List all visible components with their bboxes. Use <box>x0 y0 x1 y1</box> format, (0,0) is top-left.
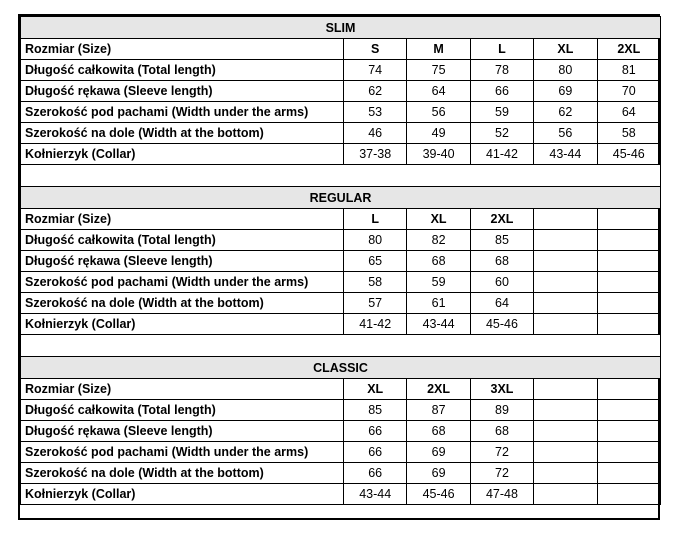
section-title: CLASSIC <box>21 357 661 379</box>
size-header-cell: 2XL <box>470 209 533 230</box>
measurement-value: 68 <box>470 421 533 442</box>
table-row <box>21 144 661 165</box>
size-header-cell: L <box>470 39 533 60</box>
section-title: SLIM <box>21 17 661 39</box>
measurement-value: 58 <box>344 272 407 293</box>
measurement-label: Kołnierzyk (Collar) <box>21 484 344 505</box>
measurement-value: 49 <box>407 123 470 144</box>
measurement-value: 64 <box>407 81 470 102</box>
measurement-value: 41-42 <box>470 144 533 165</box>
measurement-value <box>597 400 660 421</box>
measurement-value: 64 <box>470 293 533 314</box>
measurement-value: 52 <box>470 123 533 144</box>
measurement-value <box>534 230 597 251</box>
size-header-cell <box>534 209 597 230</box>
measurement-label: Szerokość na dole (Width at the bottom) <box>21 293 344 314</box>
measurement-value <box>597 251 660 272</box>
size-header-cell: 2XL <box>597 39 660 60</box>
measurement-value: 56 <box>534 123 597 144</box>
measurement-value: 41-42 <box>344 314 407 335</box>
measurement-value: 58 <box>597 123 660 144</box>
size-header-label: Rozmiar (Size) <box>21 209 344 230</box>
measurement-value: 39-40 <box>407 144 470 165</box>
measurement-value <box>534 400 597 421</box>
measurement-value: 47-48 <box>470 484 533 505</box>
measurement-value: 59 <box>407 272 470 293</box>
measurement-value <box>534 442 597 463</box>
measurement-value <box>534 314 597 335</box>
measurement-label: Kołnierzyk (Collar) <box>21 144 344 165</box>
measurement-value: 68 <box>470 251 533 272</box>
table-row <box>21 400 661 421</box>
measurement-label: Szerokość na dole (Width at the bottom) <box>21 463 344 484</box>
section-title-row <box>21 17 661 39</box>
measurement-value: 85 <box>470 230 533 251</box>
measurement-value: 69 <box>407 463 470 484</box>
size-header-label: Rozmiar (Size) <box>21 379 344 400</box>
measurement-value: 66 <box>344 442 407 463</box>
measurement-value: 89 <box>470 400 533 421</box>
measurement-value: 43-44 <box>534 144 597 165</box>
size-table <box>20 16 661 505</box>
table-row <box>21 272 661 293</box>
measurement-value: 66 <box>344 421 407 442</box>
divider-cell <box>21 335 661 357</box>
measurement-value: 65 <box>344 251 407 272</box>
measurement-value: 80 <box>344 230 407 251</box>
measurement-value <box>597 272 660 293</box>
measurement-value: 46 <box>344 123 407 144</box>
table-row <box>21 102 661 123</box>
size-header-cell: XL <box>534 39 597 60</box>
size-header-row <box>21 209 661 230</box>
measurement-value <box>534 421 597 442</box>
measurement-label: Długość całkowita (Total length) <box>21 400 344 421</box>
measurement-value: 43-44 <box>344 484 407 505</box>
size-header-cell: XL <box>344 379 407 400</box>
size-header-cell: XL <box>407 209 470 230</box>
measurement-value: 53 <box>344 102 407 123</box>
measurement-value <box>534 293 597 314</box>
table-row <box>21 293 661 314</box>
measurement-value: 69 <box>407 442 470 463</box>
size-header-cell: M <box>407 39 470 60</box>
measurement-value <box>597 484 660 505</box>
measurement-value: 45-46 <box>597 144 660 165</box>
measurement-value: 87 <box>407 400 470 421</box>
measurement-value <box>597 230 660 251</box>
measurement-value: 62 <box>534 102 597 123</box>
table-row <box>21 314 661 335</box>
size-header-row <box>21 39 661 60</box>
table-row <box>21 60 661 81</box>
measurement-value: 45-46 <box>470 314 533 335</box>
size-header-cell <box>534 379 597 400</box>
measurement-value <box>534 251 597 272</box>
section-divider <box>21 335 661 357</box>
measurement-value: 70 <box>597 81 660 102</box>
measurement-label: Długość całkowita (Total length) <box>21 230 344 251</box>
measurement-value: 80 <box>534 60 597 81</box>
measurement-value: 81 <box>597 60 660 81</box>
measurement-label: Szerokość na dole (Width at the bottom) <box>21 123 344 144</box>
measurement-value: 69 <box>534 81 597 102</box>
measurement-value: 72 <box>470 463 533 484</box>
measurement-value <box>597 463 660 484</box>
measurement-value: 43-44 <box>407 314 470 335</box>
measurement-value: 72 <box>470 442 533 463</box>
measurement-label: Długość rękawa (Sleeve length) <box>21 251 344 272</box>
table-row <box>21 421 661 442</box>
measurement-label: Długość całkowita (Total length) <box>21 60 344 81</box>
section-title: REGULAR <box>21 187 661 209</box>
table-row <box>21 123 661 144</box>
measurement-value <box>597 314 660 335</box>
table-row <box>21 484 661 505</box>
measurement-label: Szerokość pod pachami (Width under the arms) <box>21 272 344 293</box>
size-header-label: Rozmiar (Size) <box>21 39 344 60</box>
size-header-cell: 3XL <box>470 379 533 400</box>
measurement-label: Kołnierzyk (Collar) <box>21 314 344 335</box>
size-header-cell <box>597 209 660 230</box>
measurement-value: 82 <box>407 230 470 251</box>
section-title-row <box>21 187 661 209</box>
size-chart <box>18 14 660 520</box>
measurement-label: Długość rękawa (Sleeve length) <box>21 421 344 442</box>
measurement-value: 74 <box>344 60 407 81</box>
measurement-label: Szerokość pod pachami (Width under the arms) <box>21 102 344 123</box>
measurement-value: 62 <box>344 81 407 102</box>
measurement-value: 37-38 <box>344 144 407 165</box>
measurement-value: 60 <box>470 272 533 293</box>
measurement-value: 68 <box>407 421 470 442</box>
table-row <box>21 81 661 102</box>
size-header-cell: 2XL <box>407 379 470 400</box>
measurement-value <box>534 484 597 505</box>
size-header-row <box>21 379 661 400</box>
measurement-value <box>534 463 597 484</box>
measurement-value: 45-46 <box>407 484 470 505</box>
measurement-value <box>597 421 660 442</box>
measurement-value: 57 <box>344 293 407 314</box>
measurement-value <box>597 442 660 463</box>
table-row <box>21 230 661 251</box>
measurement-value: 66 <box>344 463 407 484</box>
measurement-value: 64 <box>597 102 660 123</box>
divider-cell <box>21 165 661 187</box>
measurement-value: 68 <box>407 251 470 272</box>
measurement-value: 66 <box>470 81 533 102</box>
section-divider <box>21 165 661 187</box>
measurement-label: Długość rękawa (Sleeve length) <box>21 81 344 102</box>
measurement-value: 75 <box>407 60 470 81</box>
table-row <box>21 251 661 272</box>
measurement-value <box>534 272 597 293</box>
table-row <box>21 442 661 463</box>
table-row <box>21 463 661 484</box>
measurement-value: 61 <box>407 293 470 314</box>
size-header-cell <box>597 379 660 400</box>
measurement-value: 78 <box>470 60 533 81</box>
measurement-value: 59 <box>470 102 533 123</box>
size-header-cell: S <box>344 39 407 60</box>
measurement-value <box>597 293 660 314</box>
section-title-row <box>21 357 661 379</box>
measurement-value: 56 <box>407 102 470 123</box>
measurement-value: 85 <box>344 400 407 421</box>
measurement-label: Szerokość pod pachami (Width under the arms) <box>21 442 344 463</box>
size-header-cell: L <box>344 209 407 230</box>
